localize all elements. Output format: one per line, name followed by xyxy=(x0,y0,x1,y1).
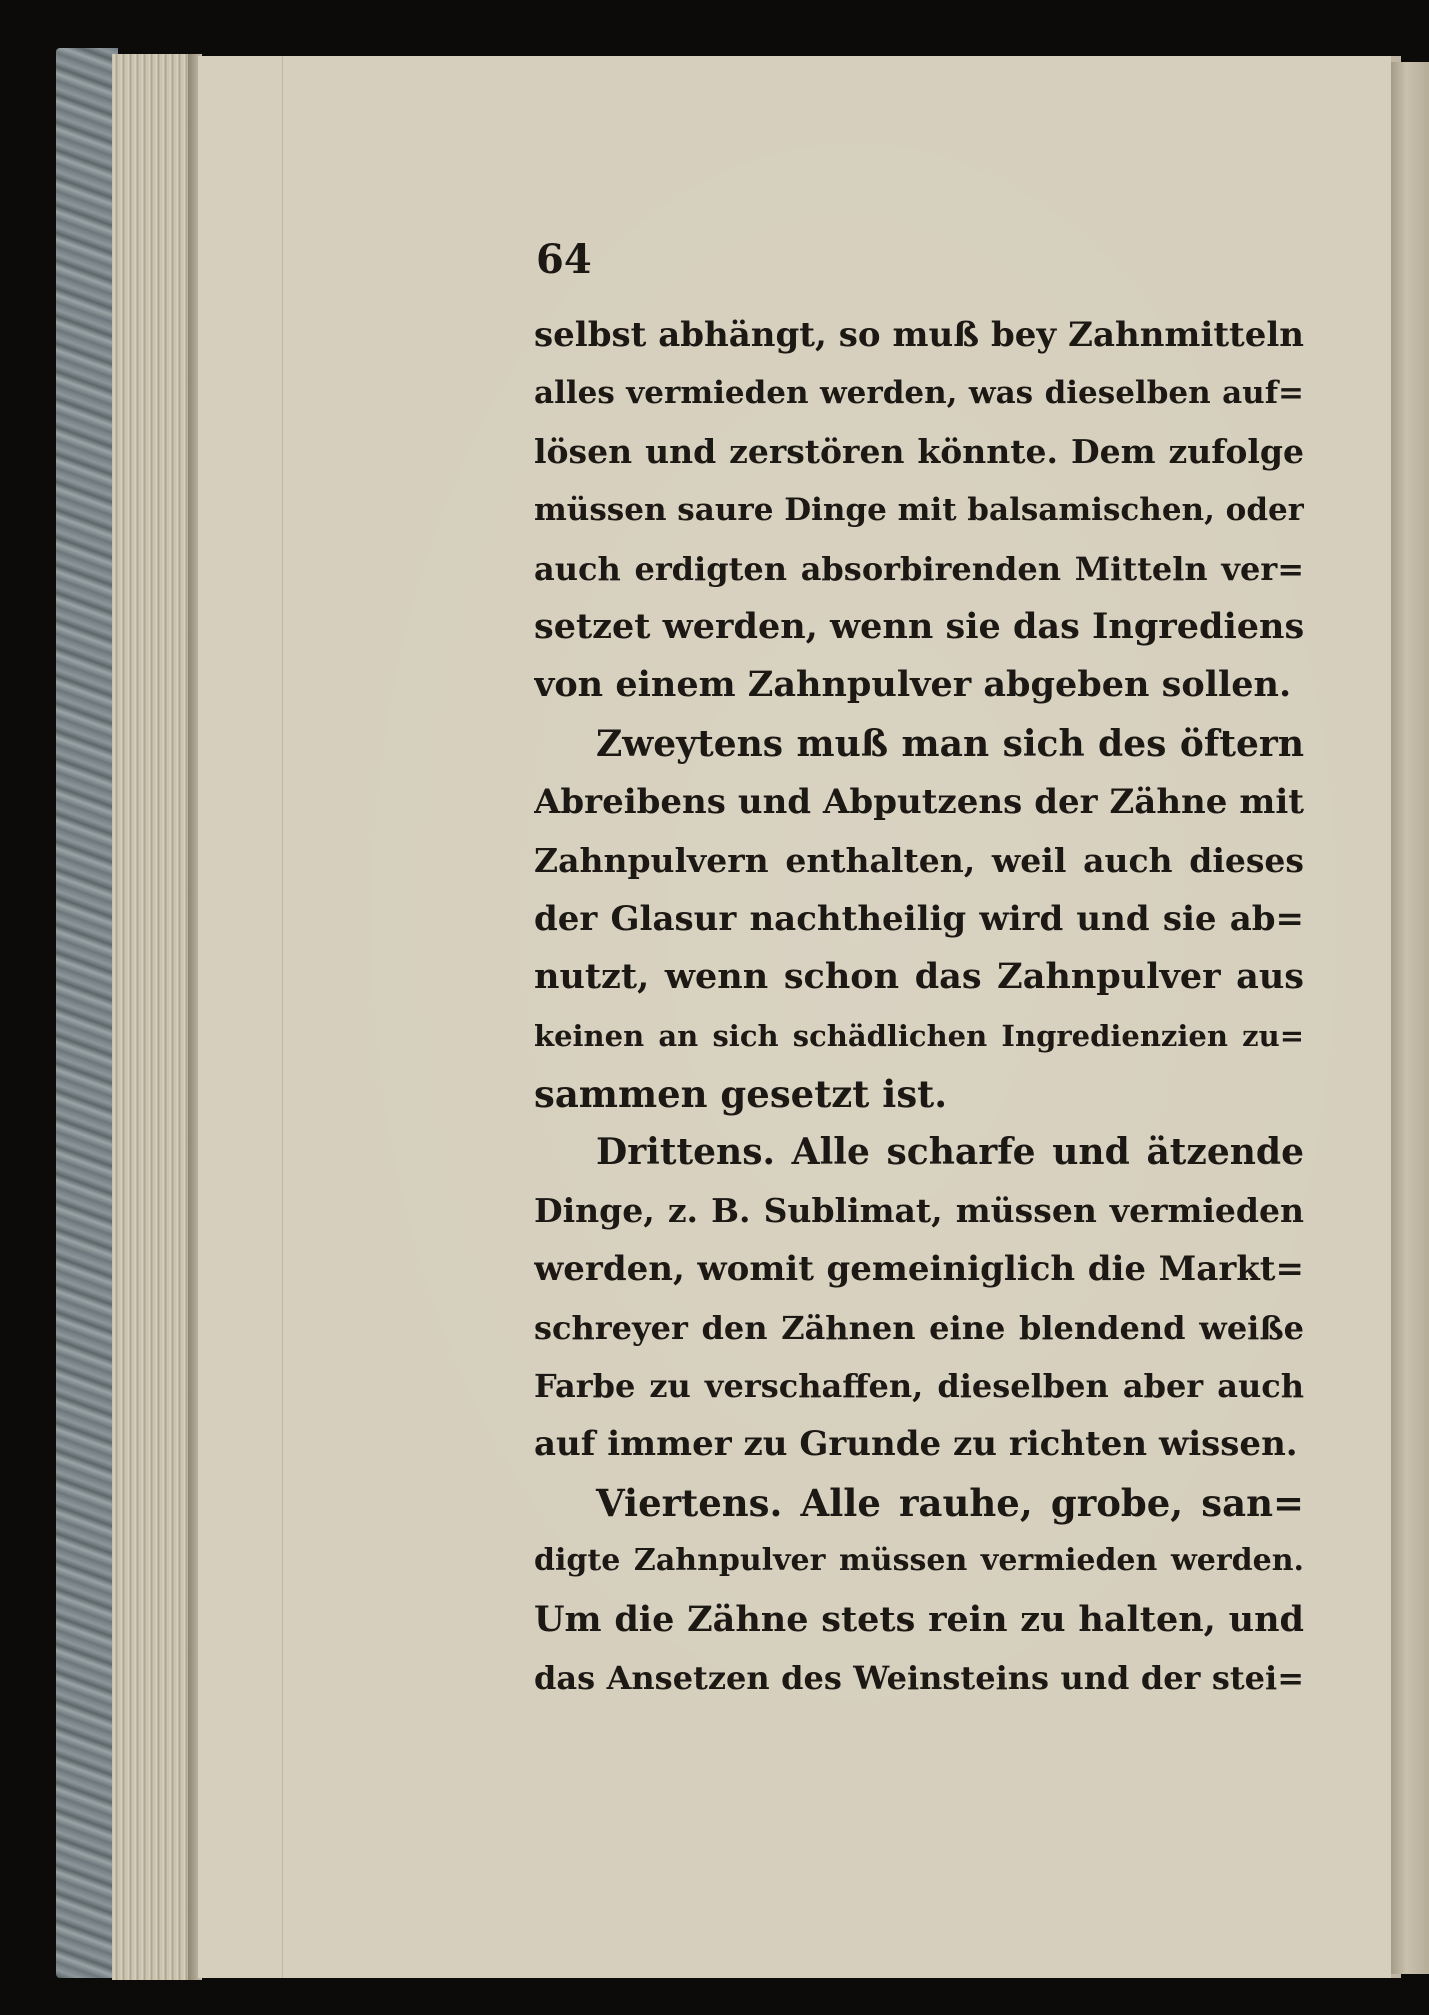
text-line: von einem Zahnpulver abgeben sollen. xyxy=(534,664,1292,706)
text-line: müssen saure Dinge mit balsamischen, oder xyxy=(534,492,1304,529)
page-number: 64 xyxy=(536,236,592,283)
body-text xyxy=(534,306,1304,1707)
text-line: lösen und zerstören könnte. Dem zufolge xyxy=(534,431,1304,471)
text-line: Farbe zu verschaffen, dieselben aber auch xyxy=(534,1367,1304,1406)
text-line: nutzt, wenn schon das Zahnpulver aus xyxy=(534,956,1304,998)
text-line: das Ansetzen des Weinsteins und der stei= xyxy=(534,1658,1304,1697)
text-line: digte Zahnpulver müssen vermieden werden. xyxy=(534,1543,1304,1579)
text-line: sammen gesetzt ist. xyxy=(534,1072,948,1117)
text-line: auf immer zu Grunde zu richten wissen. xyxy=(534,1424,1298,1465)
text-line: setzet werden, wenn sie das Ingrediens xyxy=(534,605,1304,647)
text-line: Zahnpulvern enthalten, weil auch dieses xyxy=(534,840,1304,880)
paragraph-start-line: Drittens. Alle scharfe und ätzende xyxy=(596,1131,1304,1174)
next-page-edge xyxy=(1391,62,1429,1974)
page-edges xyxy=(112,54,196,1980)
text-line: selbst abhängt, so muß bey Zahnmitteln xyxy=(534,315,1304,355)
paragraph-start-line: Zweytens muß man sich des öftern xyxy=(596,722,1304,765)
marbled-cover-edge xyxy=(56,48,118,1978)
text-line: Abreibens und Abputzens der Zähne mit xyxy=(534,782,1304,823)
text-line: schreyer den Zähnen eine blendend weiße xyxy=(534,1308,1304,1347)
paragraph-start-line: Viertens. Alle rauhe, grobe, san= xyxy=(596,1480,1304,1525)
text-line: Um die Zähne stets rein zu halten, und xyxy=(534,1598,1304,1640)
text-line: auch erdigten absorbirenden Mitteln ver= xyxy=(534,549,1304,588)
text-line: werden, womit gemeiniglich die Markt= xyxy=(534,1249,1304,1290)
text-line: Dinge, z. B. Sublimat, müssen vermieden xyxy=(534,1190,1304,1230)
text-line: der Glasur nachtheilig wird und sie ab= xyxy=(534,898,1304,939)
text-line: alles vermieden werden, was dieselben auf= xyxy=(534,375,1304,412)
text-line: keinen an sich schädlichen Ingredienzien zu= xyxy=(534,1018,1304,1053)
